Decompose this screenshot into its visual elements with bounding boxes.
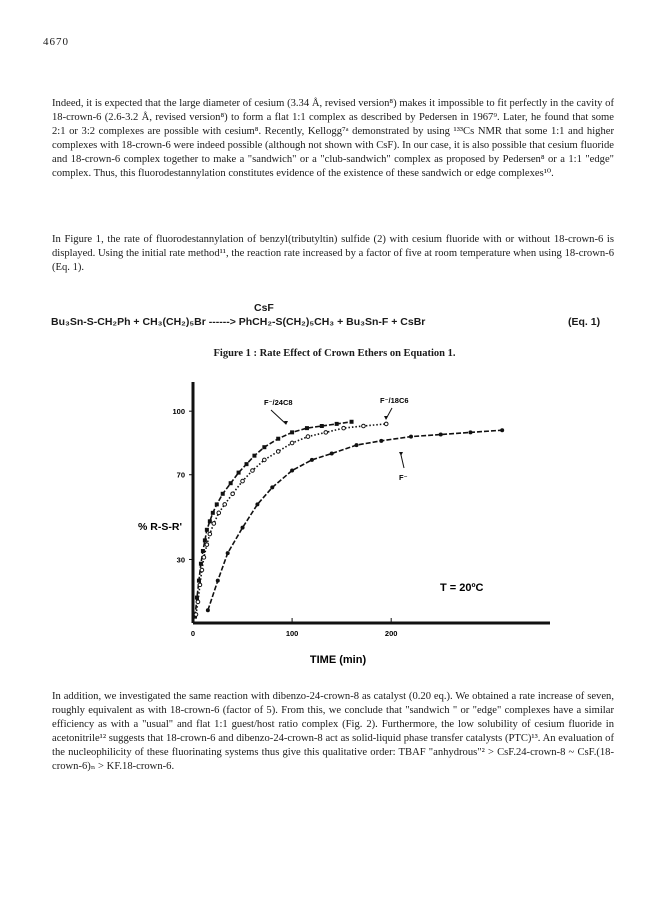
data-point — [252, 454, 256, 458]
series-label: F⁻/24C8 — [264, 398, 293, 407]
paragraph-cesium-complexes: Indeed, it is expected that the large diameter of cesium (3.34 Å, revised version⁸) makes it impossible to fit perfectly in the cavity of 18-crown-6 (2.6-3.2 Å, revised version⁸) to form a flat 1:1 complex as described by Pedersen in 1967⁹. Later, he found that some 2:1 or 3:2 complexes are possible with cesium⁸. Recently, Kellogg⁷ᵃ demonstrated by using ¹³³Cs NMR that some 1:1 and higher complexes with 18-crown-6 were indeed possible (although not shown with CsF). In our case, it is also possible that cesium fluoride and 18-crown-6 complex together to make a "sandwich" or a "club-sandwich" complex as proposed by Pedersen⁸ or a 1:1 "edge" complex. Thus, this fluorodestannylation constitutes evidence of the existence of these sandwich or edge complexes¹⁰. — [52, 98, 614, 180]
data-point — [310, 458, 314, 462]
data-point — [198, 583, 202, 587]
y-axis-label: % R-S-R' — [138, 521, 182, 533]
arrow-head — [399, 452, 403, 456]
series-line — [195, 422, 352, 617]
data-point — [202, 556, 206, 560]
data-point — [237, 471, 241, 475]
data-point — [305, 426, 309, 430]
data-point — [276, 450, 280, 454]
data-point — [206, 608, 210, 612]
temperature-annotation: T = 20ºC — [440, 582, 484, 594]
y-tick-label: 70 — [176, 470, 185, 480]
data-point — [409, 435, 413, 439]
page-number: 4670 — [43, 36, 69, 48]
data-point — [439, 432, 443, 436]
data-point — [251, 469, 255, 473]
y-tick-label: 100 — [172, 407, 185, 417]
data-point — [217, 511, 221, 515]
data-point — [290, 430, 294, 434]
data-point — [208, 519, 212, 523]
equation-reaction: Bu₃Sn-S-CH₂Ph + CH₃(CH₂)₅Br ------> PhCH₂-S(CH₂)₅CH₃ + Bu₃Sn-F + CsBr — [51, 316, 426, 328]
data-point — [208, 532, 212, 536]
series-line — [196, 424, 386, 615]
data-point — [500, 428, 504, 432]
data-point — [262, 445, 266, 449]
equation-catalyst: CsF — [254, 302, 274, 314]
data-point — [320, 424, 324, 428]
data-point — [223, 503, 227, 507]
equation-number: (Eq. 1) — [568, 316, 601, 328]
data-point — [468, 430, 472, 434]
chart-axes — [189, 382, 550, 623]
data-point — [203, 538, 207, 542]
data-point — [241, 479, 245, 483]
paragraph-conclusion: In addition, we investigated the same reaction with dibenzo-24-crown-8 as catalyst (0.20 eq.). We obtained a rate increase of seven, roughly equivalent as with 18-crown-6 (factor of 5). From this, we conclude that "sandwich " or "edge" complexes have a similar efficiency as with a "usual" and flat 1:1 guest/host ratio complex (Fig. 2). Furthermore, the low solubility of cesium fluoride in acetonitrile¹² suggests that 18-crown-6 and dibenzo-24-crown-8 act as solid-liquid phase transfer catalysts (PTC)¹³. An evaluation of the nucleophilicity of these fluorinating systems thus give this qualitative order: TBAF "anhydrous"² > CsF.24-crown-8 ~ CsF.(18-crown-6)ₙ > KF.18-crown-6. — [52, 691, 614, 773]
data-point — [324, 431, 328, 435]
figure-caption: Figure 1 : Rate Effect of Crown Ethers on Equation 1. — [213, 348, 456, 359]
data-point — [276, 437, 280, 441]
x-tick-label: 100 — [285, 629, 299, 638]
data-point — [255, 502, 259, 506]
data-point — [200, 568, 204, 572]
data-point — [384, 422, 388, 426]
data-point — [196, 600, 200, 604]
data-point — [216, 579, 220, 583]
series-1 — [193, 420, 354, 619]
data-point — [231, 492, 235, 496]
rate-chart — [0, 370, 669, 675]
data-point — [330, 452, 334, 456]
chart-labels — [138, 396, 483, 666]
series-arrow — [401, 455, 404, 468]
data-point — [241, 526, 245, 530]
data-point — [355, 443, 359, 447]
data-point — [290, 441, 294, 445]
series-label: F⁻/18C6 — [380, 396, 409, 405]
x-tick-label: 200 — [384, 629, 398, 638]
data-point — [270, 485, 274, 489]
series-arrow — [271, 410, 286, 424]
data-point — [221, 492, 225, 496]
data-point — [201, 549, 205, 553]
x-tick-label: 0 — [190, 629, 196, 638]
series-label: F⁻ — [399, 473, 408, 482]
data-point — [211, 511, 215, 515]
data-point — [215, 502, 219, 506]
x-axis-label: TIME (min) — [309, 654, 367, 666]
data-point — [290, 468, 294, 472]
data-point — [306, 435, 310, 439]
reaction-equation — [0, 302, 669, 338]
data-point — [362, 424, 366, 428]
data-point — [263, 458, 267, 462]
data-point — [229, 481, 233, 485]
data-point — [245, 462, 249, 466]
data-point — [194, 613, 198, 617]
data-point — [342, 426, 346, 430]
data-point — [205, 528, 209, 532]
y-tick-label: 30 — [176, 555, 185, 565]
data-point — [335, 422, 339, 426]
data-point — [226, 551, 230, 555]
data-point — [212, 522, 216, 526]
data-point — [350, 420, 354, 424]
arrow-head — [384, 416, 388, 420]
paragraph-figure-description: In Figure 1, the rate of fluorodestannylation of benzyl(tributyltin) sulfide (2) with cesium fluoride with or without 18-crown-6 is displayed. Using the initial rate method¹¹, the reaction rate increased by a factor of five at room temperature when using 18-crown-6 (Eq. 1). — [52, 234, 614, 274]
data-point — [205, 543, 209, 547]
data-point — [379, 439, 383, 443]
series-2 — [194, 422, 388, 616]
